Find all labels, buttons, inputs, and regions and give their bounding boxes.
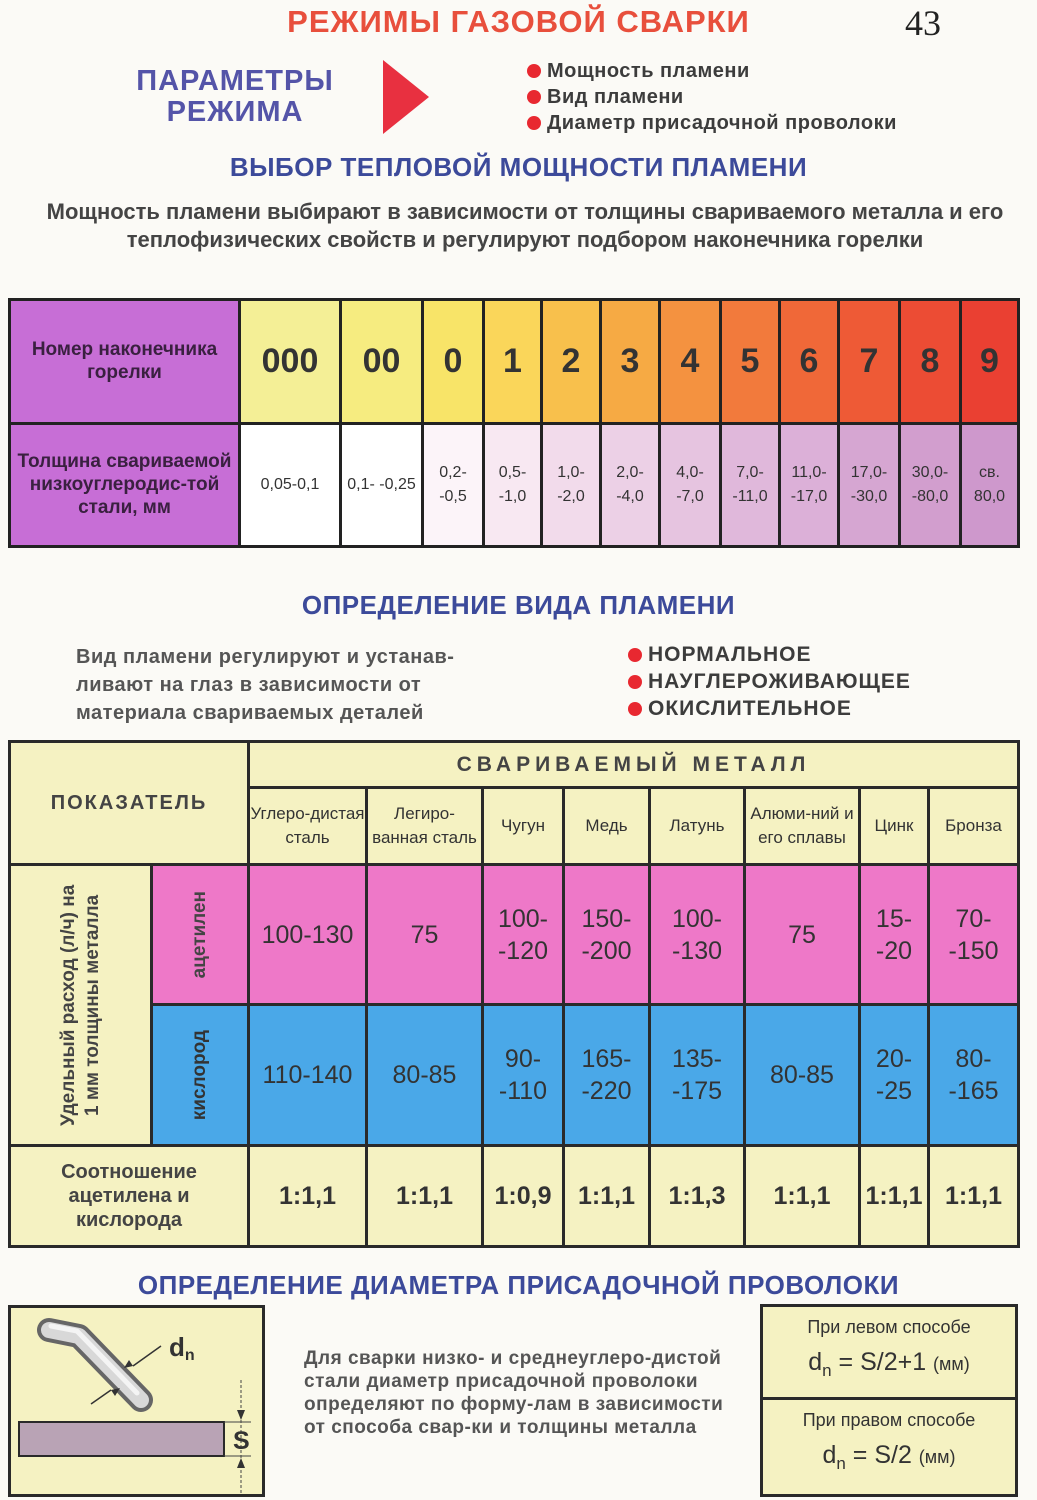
metal-header-cell: Цинк bbox=[861, 789, 927, 863]
right-method-label: При правом способе bbox=[802, 1410, 976, 1430]
section1-title: ВЫБОР ТЕПЛОВОЙ МОЩНОСТИ ПЛАМЕНИ bbox=[229, 152, 808, 182]
metal-header-cell: Чугун bbox=[484, 789, 562, 863]
tip-number-cell: 5 bbox=[722, 301, 778, 422]
bullet-dot-icon bbox=[628, 675, 642, 689]
tip-number-cell: 7 bbox=[840, 301, 898, 422]
thickness-cell: 30,0- -80,0 bbox=[901, 425, 959, 546]
tip-number-cell: 00 bbox=[342, 301, 421, 422]
tip-number-cell: 9 bbox=[962, 301, 1017, 422]
params-heading bbox=[110, 66, 360, 128]
thickness-cell: 17,0- -30,0 bbox=[840, 425, 898, 546]
section1-text: Мощность пламени выбирают в зависимости от толщины свариваемого металла и его теплофизических свойств и регулируют подбором наконечника горелки bbox=[46, 199, 1004, 252]
flame-type-item: ОКИСЛИТЕЛЬНОЕ bbox=[628, 695, 911, 722]
thickness-cell: 11,0- -17,0 bbox=[781, 425, 837, 546]
acetylene-value-cell: 15- -20 bbox=[861, 866, 927, 1003]
oxygen-value-cell: 20- -25 bbox=[861, 1006, 927, 1144]
tip-number-cell: 6 bbox=[781, 301, 837, 422]
thickness-cell: 2,0- -4,0 bbox=[602, 425, 658, 546]
acetylene-value-cell: 100- -130 bbox=[651, 866, 743, 1003]
tip-number-header: Номер наконечника горелки bbox=[11, 301, 238, 422]
params-list-item: Мощность пламени bbox=[527, 58, 897, 84]
thickness-cell: 0,5- -1,0 bbox=[485, 425, 540, 546]
flame-types-list bbox=[628, 641, 911, 722]
ratio-value-cell: 1:1,1 bbox=[250, 1147, 365, 1245]
ratio-value-cell: 1:1,1 bbox=[565, 1147, 648, 1245]
oxygen-value-cell: 80-85 bbox=[746, 1006, 858, 1144]
bullet-dot-icon bbox=[527, 90, 541, 104]
metal-header-cell: Медь bbox=[565, 789, 648, 863]
arrow-right-icon bbox=[383, 60, 429, 134]
metal-header-cell: Легиро-ванная сталь bbox=[368, 789, 481, 863]
right-method-box bbox=[760, 1397, 1018, 1497]
params-list-item: Диаметр присадочной проволоки bbox=[527, 110, 897, 136]
flame-type-item: НАУГЛЕРОЖИВАЮЩЕЕ bbox=[628, 668, 911, 695]
params-list bbox=[527, 58, 897, 136]
section3-text: Для сварки низко- и среднеуглеро-дистой стали диаметр присадочной проволоки определяют по форму-лам в зависимости от способа свар-ки и толщины металла bbox=[304, 1348, 724, 1438]
page-title: РЕЖИМЫ ГАЗОВОЙ СВАРКИ bbox=[287, 4, 750, 39]
oxygen-value-cell: 165- -220 bbox=[565, 1006, 648, 1144]
flame-type-item: НОРМАЛЬНОЕ bbox=[628, 641, 911, 668]
params-heading-line2: РЕЖИМА bbox=[166, 96, 304, 128]
dn-label: d bbox=[169, 1332, 185, 1362]
ratio-value-cell: 1:1,3 bbox=[651, 1147, 743, 1245]
oxygen-label-cell bbox=[153, 1006, 247, 1144]
filler-wire-icon bbox=[11, 1308, 262, 1494]
metal-header-cell: Латунь bbox=[651, 789, 743, 863]
left-method-box bbox=[760, 1304, 1018, 1400]
acetylene-value-cell: 150- -200 bbox=[565, 866, 648, 1003]
bullet-dot-icon bbox=[527, 116, 541, 130]
filler-wire-diagram bbox=[8, 1305, 265, 1497]
acetylene-label-cell bbox=[153, 866, 247, 1003]
metal-header-cell: Бронза bbox=[930, 789, 1017, 863]
bullet-dot-icon bbox=[628, 648, 642, 662]
ratio-label: Соотношение ацетилена и кислорода bbox=[11, 1147, 247, 1245]
acetylene-value-cell: 75 bbox=[746, 866, 858, 1003]
thickness-cell: 0,2- -0,5 bbox=[424, 425, 482, 546]
thickness-header: Толщина свариваемой низкоуглеродис-той стали, мм bbox=[11, 425, 238, 546]
consumption-label: Удельный расход (л/ч) на 1 мм толщины металла bbox=[57, 884, 103, 1126]
gas-consumption-table bbox=[8, 740, 1020, 1248]
oxygen-label: кислород bbox=[189, 1029, 210, 1121]
thickness-cell: 0,1- -0,25 bbox=[342, 425, 421, 546]
tip-number-cell: 4 bbox=[661, 301, 719, 422]
oxygen-value-cell: 80-85 bbox=[368, 1006, 481, 1144]
tip-number-cell: 3 bbox=[602, 301, 658, 422]
tip-number-cell: 0 bbox=[424, 301, 482, 422]
params-heading-line1: ПАРАМЕТРЫ bbox=[136, 65, 334, 97]
consumption-label-cell bbox=[11, 866, 150, 1144]
metal-header: СВАРИВАЕМЫЙ МЕТАЛЛ bbox=[250, 743, 1017, 786]
oxygen-value-cell: 110-140 bbox=[250, 1006, 365, 1144]
thickness-cell: 7,0- -11,0 bbox=[722, 425, 778, 546]
acetylene-value-cell: 100-130 bbox=[250, 866, 365, 1003]
ratio-value-cell: 1:1,1 bbox=[930, 1147, 1017, 1245]
section2-title: ОПРЕДЕЛЕНИЕ ВИДА ПЛАМЕНИ bbox=[301, 590, 736, 620]
tip-number-cell: 8 bbox=[901, 301, 959, 422]
acetylene-value-cell: 75 bbox=[368, 866, 481, 1003]
bullet-dot-icon bbox=[527, 64, 541, 78]
svg-text:dn bbox=[169, 1332, 195, 1364]
acetylene-value-cell: 100- -120 bbox=[484, 866, 562, 1003]
section2-text: Вид пламени регулируют и устанав-ливают на глаз в зависимости от материала свариваемых деталей bbox=[76, 646, 455, 724]
page-number: 43 bbox=[905, 3, 941, 43]
left-method-label: При левом способе bbox=[807, 1317, 971, 1337]
acetylene-value-cell: 70- -150 bbox=[930, 866, 1017, 1003]
section3-title: ОПРЕДЕЛЕНИЕ ДИАМЕТРА ПРИСАДОЧНОЙ ПРОВОЛОКИ bbox=[137, 1270, 900, 1300]
tip-thickness-table bbox=[8, 298, 1020, 548]
right-method-formula: $d_n = S/2$ (мм) bbox=[822, 1441, 956, 1473]
tip-number-cell: 1 bbox=[485, 301, 540, 422]
bullet-dot-icon bbox=[628, 702, 642, 716]
left-method-formula: $d_n = S/2+1$ (мм) bbox=[808, 1348, 970, 1380]
thickness-cell: 4,0- -7,0 bbox=[661, 425, 719, 546]
acetylene-label: ацетилен bbox=[189, 890, 210, 979]
metal-header-cell: Алюми-ний и его сплавы bbox=[746, 789, 858, 863]
indicator-header: ПОКАЗАТЕЛЬ bbox=[11, 743, 247, 863]
metal-header-cell: Углеро-дистая сталь bbox=[250, 789, 365, 863]
thickness-cell: 0,05-0,1 bbox=[241, 425, 339, 546]
thickness-cell: св. 80,0 bbox=[962, 425, 1017, 546]
s-label: S bbox=[233, 1427, 250, 1455]
thickness-cell: 1,0- -2,0 bbox=[543, 425, 599, 546]
oxygen-value-cell: 90- -110 bbox=[484, 1006, 562, 1144]
ratio-value-cell: 1:1,1 bbox=[368, 1147, 481, 1245]
params-list-item: Вид пламени bbox=[527, 84, 897, 110]
tip-number-cell: 2 bbox=[543, 301, 599, 422]
ratio-value-cell: 1:1,1 bbox=[746, 1147, 858, 1245]
dn-label-sub: n bbox=[184, 1347, 195, 1364]
oxygen-value-cell: 80- -165 bbox=[930, 1006, 1017, 1144]
tip-number-cell: 000 bbox=[241, 301, 339, 422]
ratio-value-cell: 1:0,9 bbox=[484, 1147, 562, 1245]
ratio-value-cell: 1:1,1 bbox=[861, 1147, 927, 1245]
oxygen-value-cell: 135- -175 bbox=[651, 1006, 743, 1144]
